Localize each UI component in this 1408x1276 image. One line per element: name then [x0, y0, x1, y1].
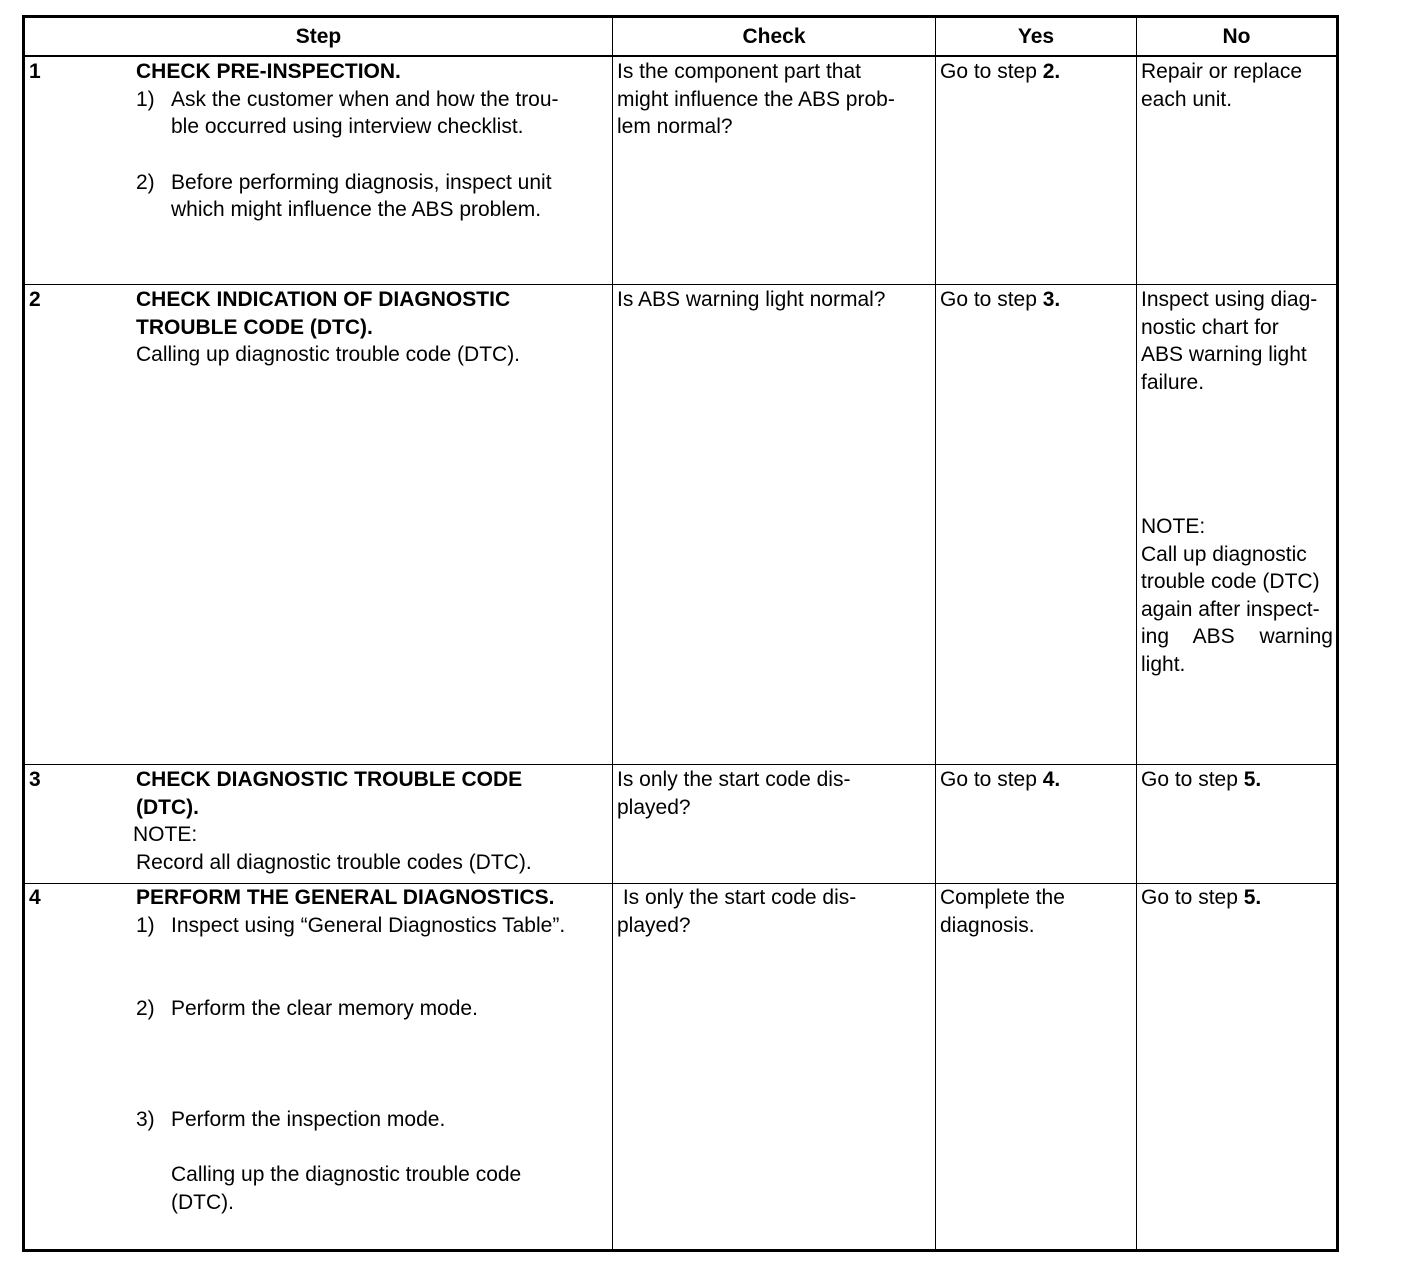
- no-2: Inspect using diag- nostic chart for ABS warning light failure.: [1141, 288, 1318, 394]
- step-4-item-1: 1) Inspect using “General Diagnostics Table”.: [136, 913, 566, 937]
- header-step: Step: [295, 25, 342, 48]
- step-4-title: PERFORM THE GENERAL DIAGNOSTICS.: [136, 886, 555, 909]
- step-3-note: Record all diagnostic trouble codes (DTC).: [136, 850, 532, 874]
- row-divider-2: [25, 764, 1336, 765]
- no-4: Go to step 5.: [1141, 886, 1262, 909]
- no-1: Repair or replace each unit.: [1141, 60, 1303, 111]
- no-2-note: NOTE: Call up diagnostic trouble code (DTC) again after inspect- ing ABS warning light.: [1141, 515, 1333, 676]
- step-2-title: CHECK INDICATION OF DIAGNOSTIC TROUBLE CODE (DTC).: [136, 288, 511, 339]
- step-1-title: CHECK PRE-INSPECTION.: [136, 60, 401, 83]
- no-3: Go to step 5.: [1141, 768, 1262, 791]
- step-1-item-1: 1) Ask the customer when and how the trou- ble occurred using interview checklist.: [136, 87, 559, 138]
- yes-4: Complete the diagnosis.: [940, 886, 1065, 937]
- step-number-3: 3: [29, 768, 41, 791]
- yes-1: Go to step 2.: [940, 60, 1061, 83]
- header-no: No: [1222, 25, 1251, 48]
- check-3: Is only the start code dis- played?: [617, 768, 851, 819]
- step-3-content: [133, 766, 606, 876]
- header-divider: [25, 55, 1336, 57]
- step-4-extra: Calling up the diagnostic trouble code (DTC).: [171, 1163, 522, 1214]
- check-1: Is the component part that might influence the ABS prob- lem normal?: [617, 60, 895, 138]
- step-4-item-3: 3) Perform the inspection mode.: [136, 1107, 446, 1131]
- step-4-item-2: 2) Perform the clear memory mode.: [136, 997, 478, 1020]
- check-2: Is ABS warning light normal?: [617, 288, 886, 311]
- divider-check-yes: [935, 18, 936, 1249]
- step-number-1: 1: [29, 60, 41, 83]
- check-4: Is only the start code dis- played?: [617, 886, 857, 937]
- step-2-text: Calling up diagnostic trouble code (DTC).: [136, 343, 521, 366]
- divider-step-check: [612, 18, 613, 1249]
- header-check: Check: [742, 25, 806, 48]
- step-1-content: [136, 58, 606, 224]
- no-2-note-label: NOTE:: [1141, 515, 1206, 538]
- step-number-4: 4: [29, 886, 41, 909]
- header-yes: Yes: [1017, 25, 1055, 48]
- yes-2: Go to step 3.: [940, 288, 1061, 311]
- yes-3: Go to step 4.: [940, 768, 1061, 791]
- diagnosis-table: [22, 15, 1339, 1252]
- step-4-content: [136, 884, 611, 1216]
- step-3-title: CHECK DIAGNOSTIC TROUBLE CODE (DTC).: [136, 768, 523, 819]
- row-divider-1: [25, 284, 1336, 285]
- step-1-item-2: 2) Before performing diagnosis, inspect unit which might influence the ABS problem.: [136, 170, 552, 221]
- divider-yes-no: [1136, 18, 1137, 1249]
- step-2-content: [136, 286, 606, 369]
- step-3-note-label: NOTE:: [133, 823, 198, 846]
- step-number-2: 2: [29, 288, 41, 311]
